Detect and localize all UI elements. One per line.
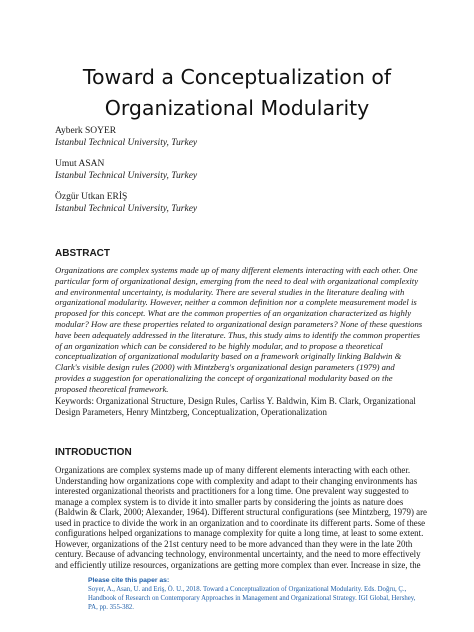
intro-line: century. Because of advancing technology, environmental uncertainty, and the need to more effectively — [55, 549, 421, 559]
intro-line: used in practice to divide the work in an organization and to coordinate its different parts. Some of these — [55, 517, 426, 528]
citation-label: Please cite this paper as: — [88, 577, 170, 584]
introduction-text — [55, 465, 427, 570]
author-name: Ayberk SOYER — [55, 126, 117, 136]
citation-line: PA, pp. 355-382. — [88, 604, 135, 611]
title-line-2: Organizational Modularity — [104, 96, 370, 120]
citation-line: Handbook of Research on Contemporary Approaches in Management and Organizational Strategy. IGI Global, Hershey, — [88, 595, 416, 602]
keywords-line: Design Parameters, Henry Mintzberg, Conceptualization, Operationalization — [55, 407, 327, 417]
intro-line: interested organizational theorists and practitioners for a long time. One prevalent way suggested to — [55, 486, 409, 496]
intro-line: and efficiently utilize resources, organizations are getting more complex than ever. Increase in size, the — [55, 559, 421, 570]
abstract-heading: ABSTRACT — [55, 248, 110, 259]
citation-note — [88, 576, 438, 612]
author-block — [55, 125, 435, 149]
abstract-line: provides a suggestion for operationalizing the concept of organizational modularity based on the — [55, 372, 393, 383]
abstract-line: Clark's visible design rules (2000) with Mintzberg's organizational design parameters (1979) and — [55, 362, 395, 373]
introduction-heading: INTRODUCTION — [55, 447, 132, 458]
intro-line: Organizations are complex systems made up of many different elements interacting with each other. — [55, 465, 411, 475]
abstract-line: have been adequately addressed in the literature. Thus, this study aims to identify the common properties — [55, 329, 421, 340]
intro-line: manage a complex system is to divide it into smaller parts by considering the joints as nature does — [55, 496, 404, 507]
abstract-line: Organizations are complex systems made up of many different elements interacting with each other. One — [55, 265, 418, 275]
abstract-line: proposed theoretical framework. — [55, 383, 169, 394]
intro-line: (Baldwin & Clark, 2000; Alexander, 1964). Different structural configurations (see Mintzberg, 1979) are — [55, 507, 427, 517]
keywords — [55, 396, 425, 418]
author-block — [55, 191, 435, 215]
keywords-line: Keywords: Organizational Structure, Design Rules, Carliss Y. Baldwin, Kim B. Clark, Organizational — [55, 396, 416, 406]
citation-line: Soyer, A., Asan, U. and Eriş, Ö. U., 2018. Toward a Conceptualization of Organizational Modularity. Eds. Doğru, Ç., — [88, 586, 407, 593]
abstract-line: organizational modularity. However, neither a common definition nor a complete measurement model is — [55, 297, 417, 308]
abstract-line: modular? How are these properties related to organizational design parameters? None of these questions — [55, 318, 423, 329]
author-list — [55, 125, 435, 224]
paper-title — [40, 62, 434, 124]
author-name: Özgür Utkan ERİŞ — [55, 192, 128, 202]
author-name: Umut ASAN — [55, 159, 105, 169]
abstract-text — [55, 265, 425, 395]
abstract-line: particular form of organizational design, emerging from the need to deal with organizational complexity — [55, 275, 419, 286]
author-affiliation: Istanbul Technical University, Turkey — [55, 204, 198, 214]
abstract-line: of an organization which can be considered to be highly modular, and to propose a theoretical — [55, 340, 383, 351]
intro-line: However, organizations of the 21st century need to be more advanced than they were in the late 20th — [55, 538, 413, 549]
intro-line: Understanding how organizations cope with complexity and adapt to their changing environments has — [55, 475, 418, 486]
author-affiliation: Istanbul Technical University, Turkey — [55, 171, 198, 181]
abstract-line: proposed for this concept. What are the common properties of an organization characterized as highly — [55, 308, 412, 319]
author-block — [55, 158, 435, 182]
author-affiliation: Istanbul Technical University, Turkey — [55, 138, 198, 148]
abstract-line: conceptualization of organizational modularity based on a framework originally linking Baldwin & — [55, 351, 402, 362]
title-line-1: Toward a Conceptualization of — [82, 65, 392, 89]
abstract-line: and environmental uncertainty, is modularity. There are several studies in the literature dealing with — [55, 286, 405, 297]
intro-line: configurations helped organizations to manage complexity for quite a long time, at least to some extent. — [55, 528, 424, 538]
